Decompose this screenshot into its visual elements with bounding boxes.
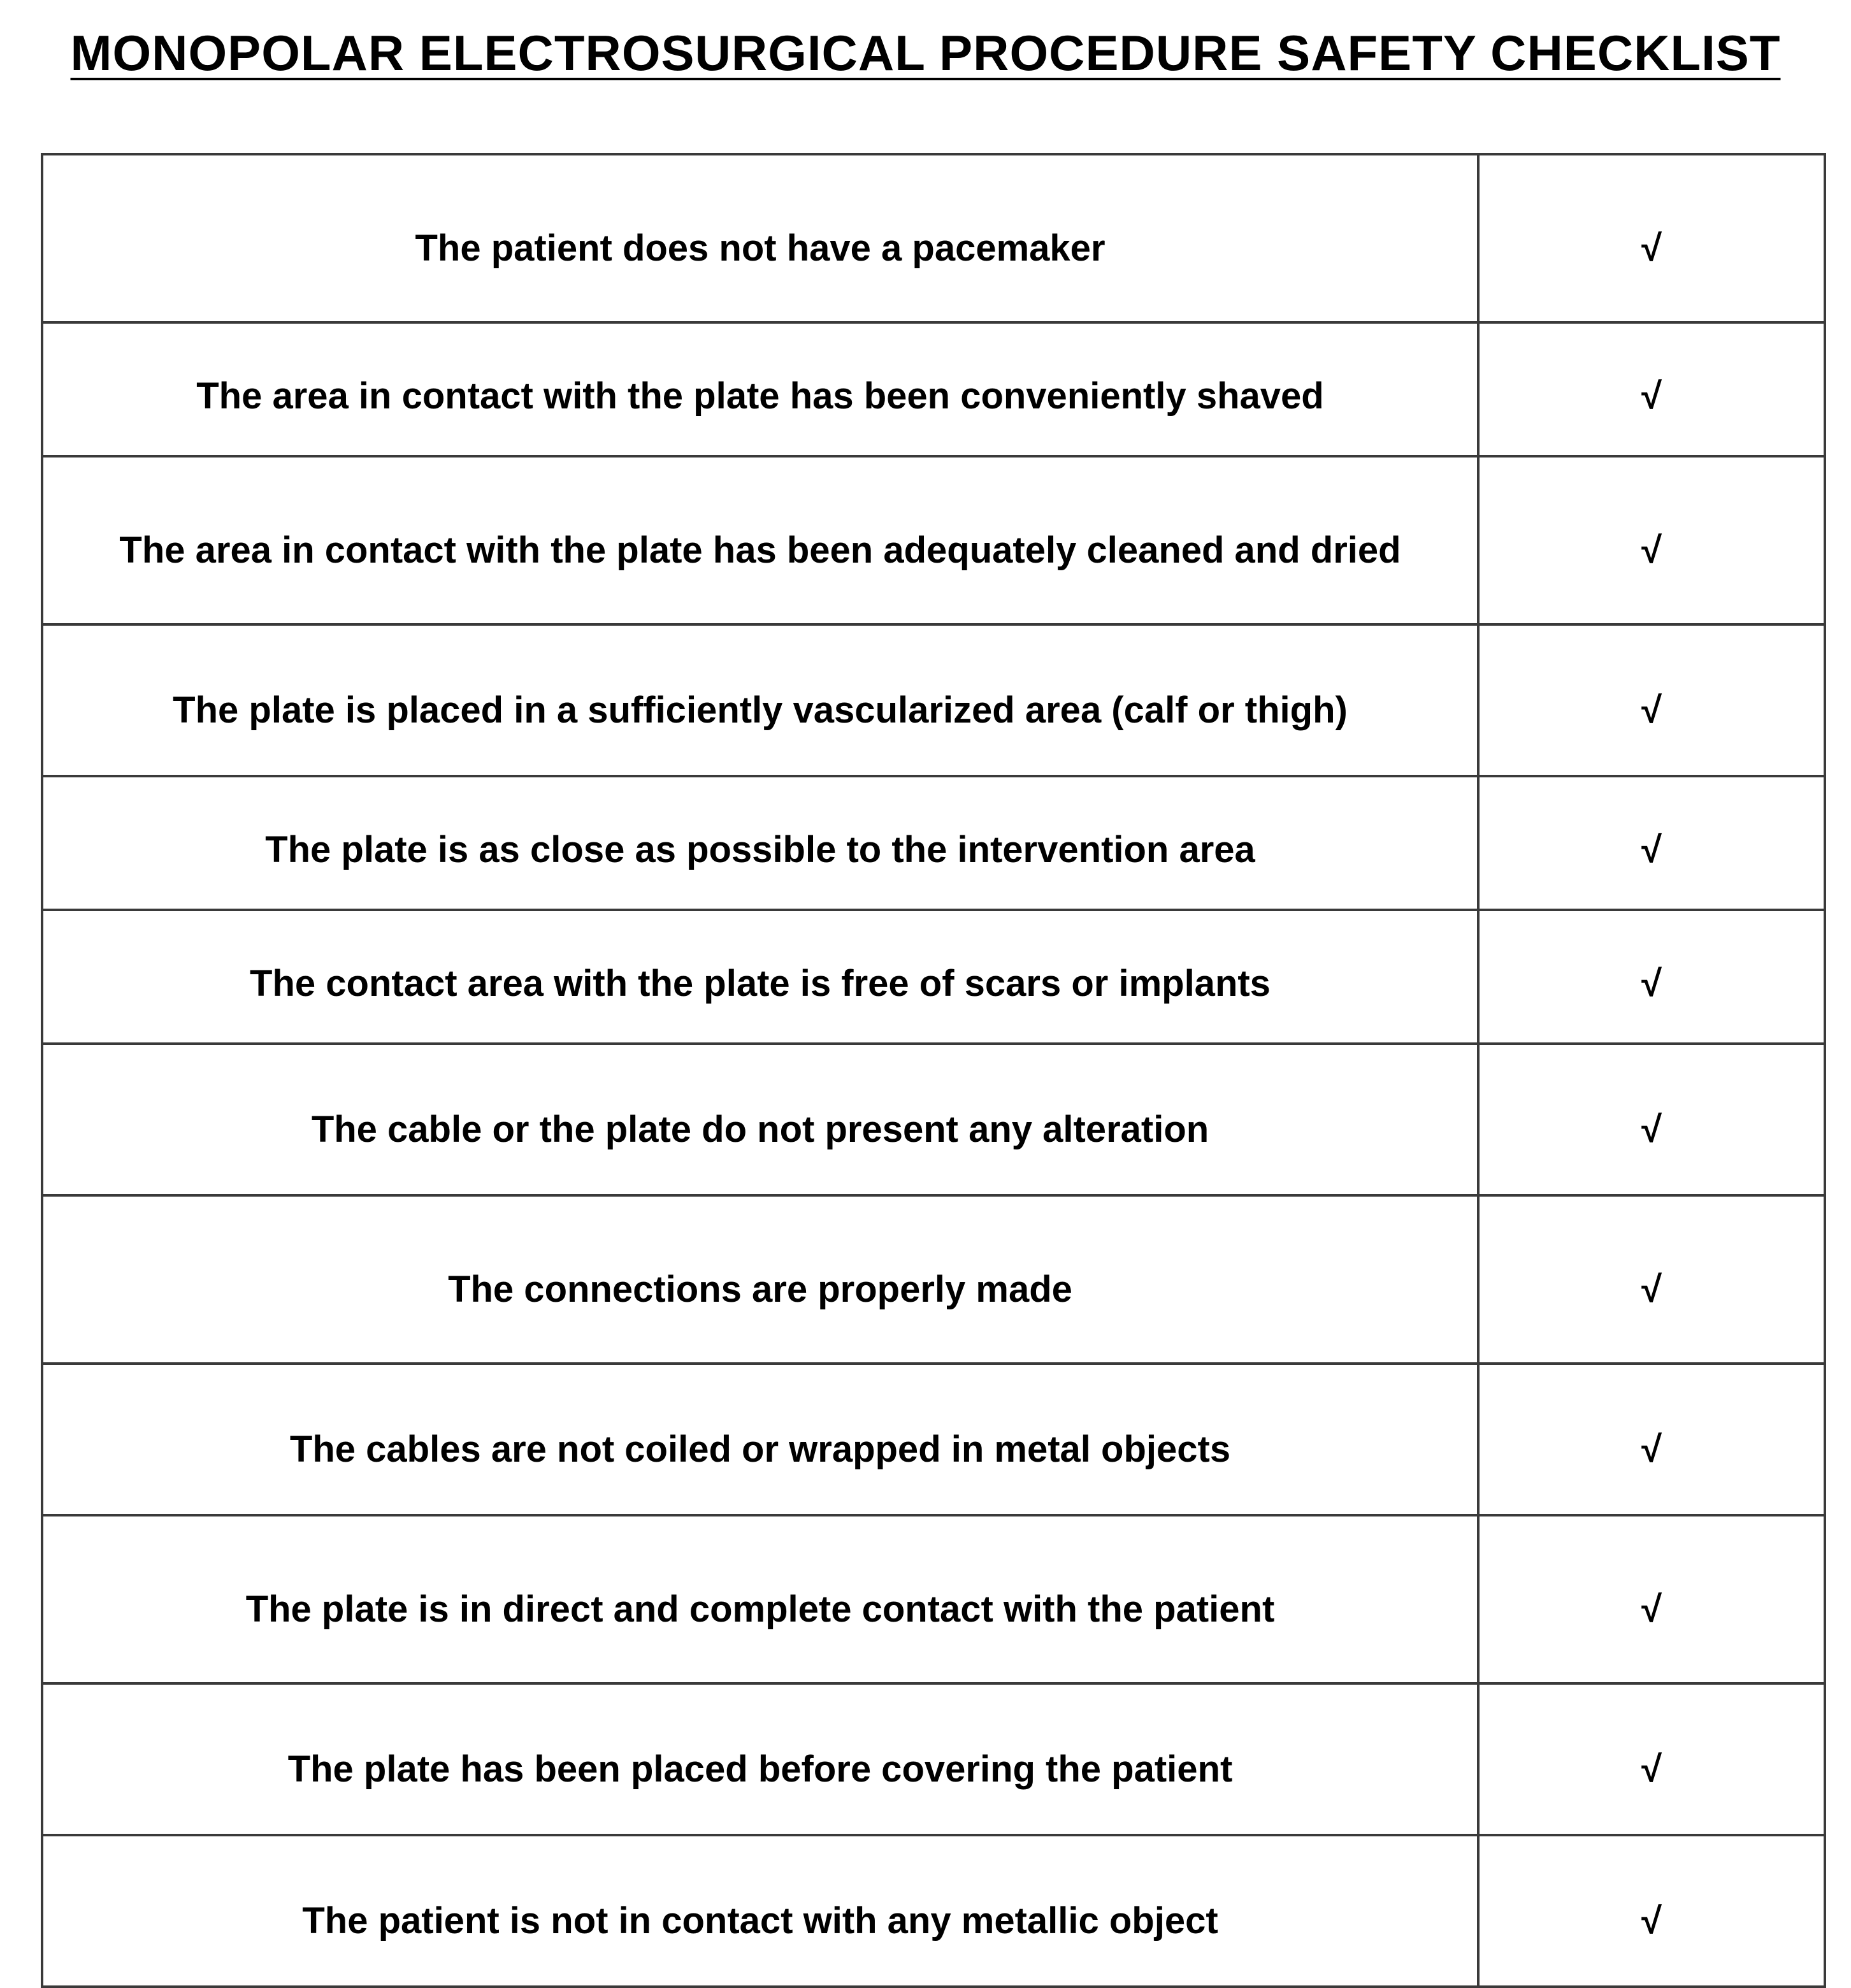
checklist-row — [42, 624, 1825, 776]
checklist-item-text: The patient is not in contact with any metallic object — [42, 1835, 1478, 1987]
checklist-item-text: The plate is in direct and complete contact with the patient — [42, 1515, 1478, 1683]
checkmark-icon: √ — [1478, 776, 1825, 910]
checkmark-icon: √ — [1478, 154, 1825, 322]
checklist-row — [42, 322, 1825, 456]
checklist-row — [42, 1835, 1825, 1987]
checkmark-icon: √ — [1478, 624, 1825, 776]
checklist-row — [42, 1044, 1825, 1195]
checklist-item-text: The contact area with the plate is free of scars or implants — [42, 910, 1478, 1044]
checkmark-icon: √ — [1478, 1683, 1825, 1835]
checkmark-icon: √ — [1478, 910, 1825, 1044]
checklist-row — [42, 910, 1825, 1044]
checkmark-icon: √ — [1478, 1195, 1825, 1364]
checklist-row — [42, 1683, 1825, 1835]
checklist-item-text: The cables are not coiled or wrapped in metal objects — [42, 1364, 1478, 1515]
checklist-row — [42, 776, 1825, 910]
checklist-item-text: The plate is placed in a sufficiently vascularized area (calf or thigh) — [42, 624, 1478, 776]
checklist-item-text: The area in contact with the plate has been adequately cleaned and dried — [42, 456, 1478, 624]
page-title — [0, 18, 1851, 88]
checklist-item-text: The connections are properly made — [42, 1195, 1478, 1364]
checklist-item-text: The patient does not have a pacemaker — [42, 154, 1478, 322]
page-title-text: MONOPOLAR ELECTROSURGICAL PROCEDURE SAFETY CHECKLIST — [70, 25, 1781, 81]
checklist-row — [42, 456, 1825, 624]
checklist-item-text: The cable or the plate do not present any alteration — [42, 1044, 1478, 1195]
checkmark-icon: √ — [1478, 1044, 1825, 1195]
checklist-row — [42, 1195, 1825, 1364]
checkmark-icon: √ — [1478, 456, 1825, 624]
checkmark-icon: √ — [1478, 1364, 1825, 1515]
safety-checklist-table — [41, 153, 1826, 1988]
checklist-item-text: The plate has been placed before covering the patient — [42, 1683, 1478, 1835]
checklist-row — [42, 154, 1825, 322]
checkmark-icon: √ — [1478, 1835, 1825, 1987]
checklist-item-text: The area in contact with the plate has been conveniently shaved — [42, 322, 1478, 456]
checkmark-icon: √ — [1478, 1515, 1825, 1683]
checklist-row — [42, 1364, 1825, 1515]
checklist-item-text: The plate is as close as possible to the intervention area — [42, 776, 1478, 910]
checklist-row — [42, 1515, 1825, 1683]
checkmark-icon: √ — [1478, 322, 1825, 456]
